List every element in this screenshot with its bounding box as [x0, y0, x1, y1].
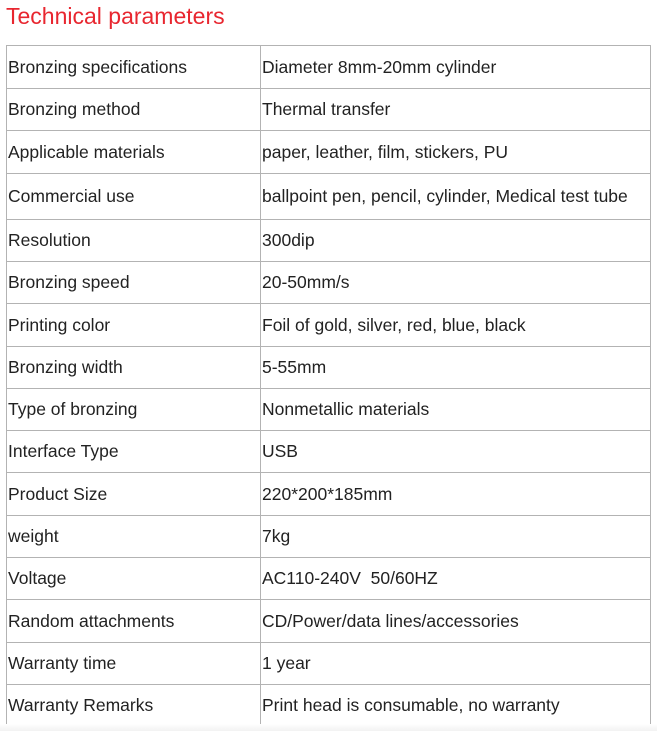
- table-row: [7, 347, 651, 389]
- table-row: [7, 643, 651, 685]
- table-row: [7, 473, 651, 516]
- row-label: Bronzing speed: [7, 262, 261, 304]
- table-row: [7, 685, 651, 727]
- row-value: Nonmetallic materials: [261, 389, 651, 431]
- row-label: Interface Type: [7, 431, 261, 473]
- row-label: Bronzing width: [7, 347, 261, 389]
- voltage-value: AC110-240V 50/60HZ: [261, 558, 651, 600]
- row-value: Thermal transfer: [261, 89, 651, 131]
- row-label: Commercial use: [7, 174, 261, 220]
- row-value: ballpoint pen, pencil, cylinder, Medical test tube: [261, 174, 651, 220]
- row-label: Resolution: [7, 220, 261, 262]
- row-value: 220*200*185mm: [261, 473, 651, 516]
- row-label: Bronzing specifications: [7, 46, 261, 89]
- row-value: 5-55mm: [261, 347, 651, 389]
- table-row: [7, 89, 651, 131]
- row-value: USB: [261, 431, 651, 473]
- bottom-edge-shadow: [0, 724, 657, 731]
- row-value: Foil of gold, silver, red, blue, black: [261, 304, 651, 347]
- row-label: Warranty Remarks: [7, 685, 261, 727]
- table-row: [7, 516, 651, 558]
- row-value: 300dip: [261, 220, 651, 262]
- page-title: Technical parameters: [6, 3, 225, 29]
- row-label: Voltage: [7, 558, 261, 600]
- table-row: [7, 389, 651, 431]
- row-value: Diameter 8mm-20mm cylinder: [261, 46, 651, 89]
- technical-parameters-table: [6, 45, 651, 727]
- table-row: [7, 220, 651, 262]
- row-label: Printing color: [7, 304, 261, 347]
- row-label: Warranty time: [7, 643, 261, 685]
- row-label: Random attachments: [7, 600, 261, 643]
- table-row: [7, 600, 651, 643]
- row-value: paper, leather, film, stickers, PU: [261, 131, 651, 174]
- table-row: [7, 431, 651, 473]
- row-label: Type of bronzing: [7, 389, 261, 431]
- row-value: CD/Power/data lines/accessories: [261, 600, 651, 643]
- row-value: 1 year: [261, 643, 651, 685]
- row-value: 7kg: [261, 516, 651, 558]
- row-label: Bronzing method: [7, 89, 261, 131]
- table-row: [7, 304, 651, 347]
- table-row: [7, 558, 651, 600]
- table-row: [7, 46, 651, 89]
- row-value: Print head is consumable, no warranty: [261, 685, 651, 727]
- row-label: Applicable materials: [7, 131, 261, 174]
- row-label: Product Size: [7, 473, 261, 516]
- table-row: [7, 174, 651, 220]
- row-label: weight: [7, 516, 261, 558]
- row-value: 20-50mm/s: [261, 262, 651, 304]
- table-row: [7, 131, 651, 174]
- table-row: [7, 262, 651, 304]
